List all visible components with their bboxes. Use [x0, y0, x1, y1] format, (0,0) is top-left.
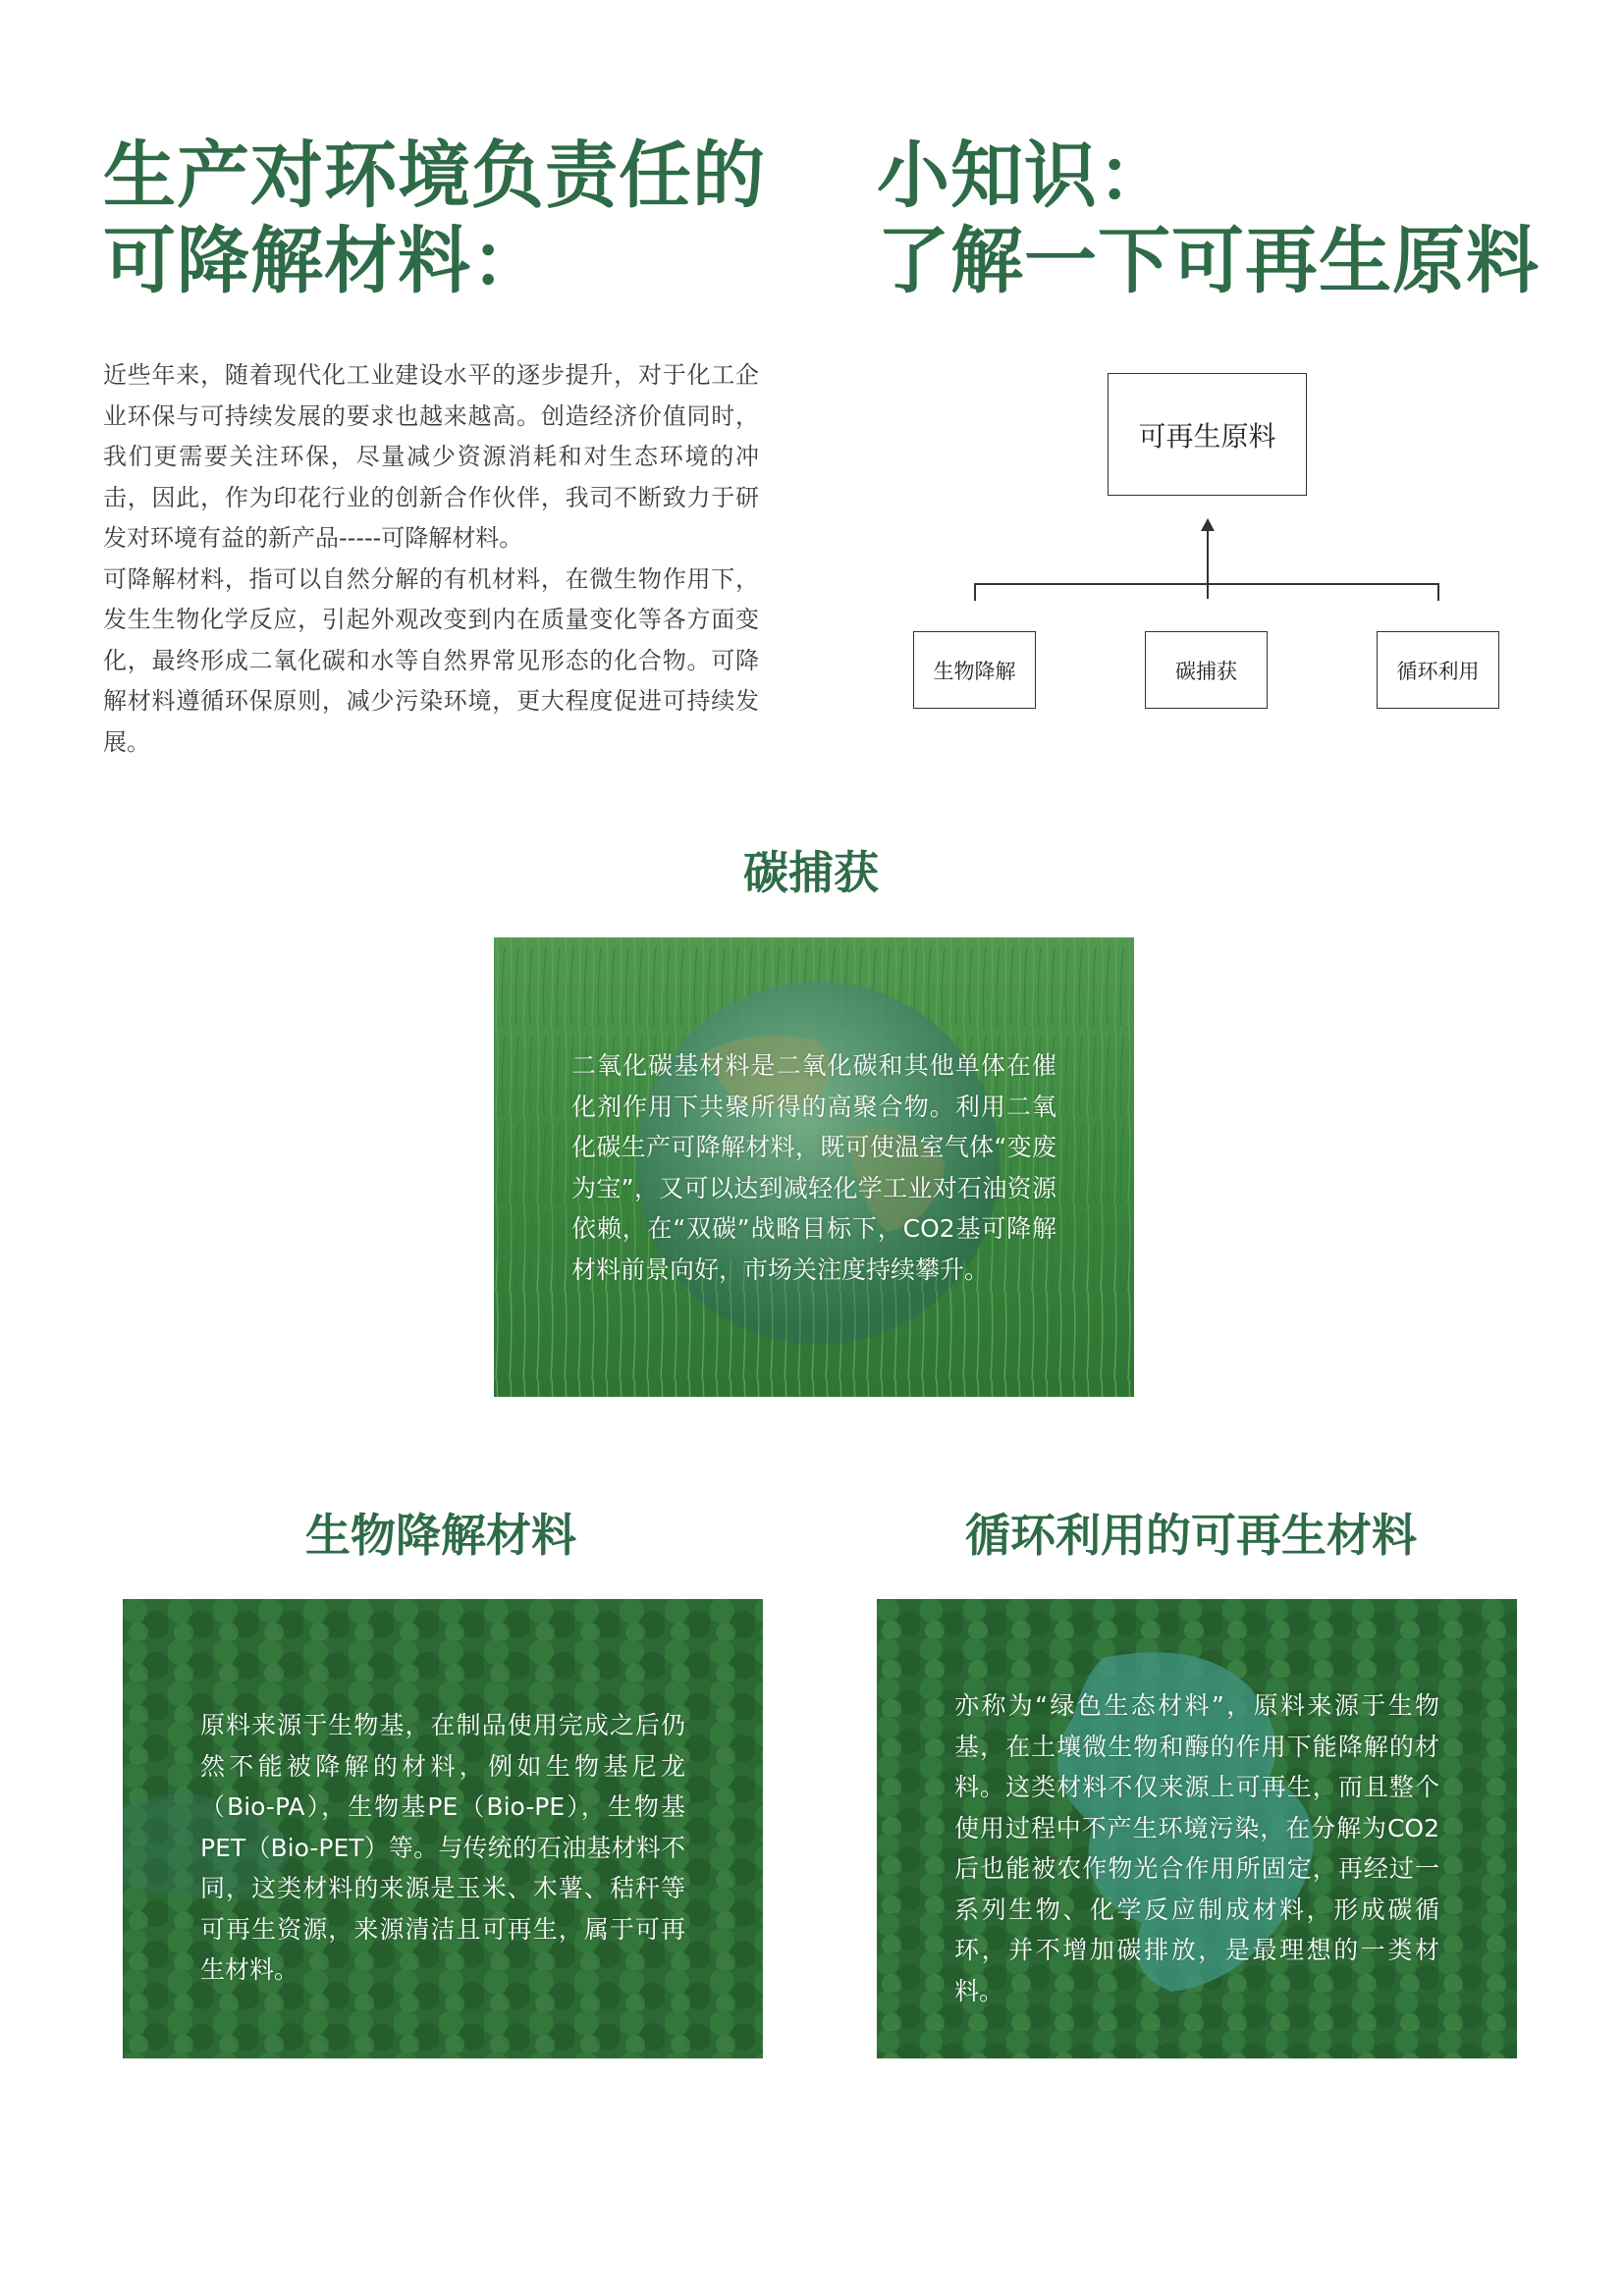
left-heading-line2: 可降解材料：	[103, 219, 545, 303]
diagram-connector-right	[1437, 583, 1439, 601]
biodegradable-title: 生物降解材料	[305, 1509, 576, 1562]
carbon-capture-card	[494, 937, 1134, 1397]
carbon-capture-title: 碳捕获	[743, 846, 879, 899]
biodegradable-text: 原料来源于生物基，在制品使用完成之后仍然不能被降解的材料，例如生物基尼龙（Bio-PA），生物基PE（Bio-PE），生物基PET（Bio-PET）等。与传统的石油基材料不同，这类材料的来源是玉米、木薯、秸秆等可再生资源，来源清洁且可再生，属于可再生材料。	[200, 1711, 685, 1984]
diagram-child-label: 循环利用	[1396, 659, 1480, 683]
diagram-connector-left	[974, 583, 976, 601]
diagram-child-recycling	[1377, 631, 1499, 709]
arrow-up-icon	[1200, 518, 1216, 532]
intro-paragraph-1: 近些年来，随着现代化工业建设水平的逐步提升，对于化工企业环保与可持续发展的要求也越来越高。创造经济价值同时，我们更需要关注环保，尽量减少资源消耗和对生态环境的冲击，因此，作为印花行业的创新合作伙伴，我司不断致力于研发对环境有益的新产品-----可降解材料。	[103, 361, 759, 552]
intro-paragraph-2: 可降解材料，指可以自然分解的有机材料，在微生物作用下，发生生物化学反应，引起外观改变到内在质量变化等各方面变化，最终形成二氧化碳和水等自然界常见形态的化合物。可降解材料遵循环保原则，减少污染环境，更大程度促进可持续发展。	[103, 564, 759, 756]
recycling-text: 亦称为“绿色生态材料”，原料来源于生物基，在土壤微生物和酶的作用下能降解的材料。这类材料不仅来源上可再生，而且整个使用过程中不产生环境污染，在分解为CO2后也能被农作物光合作用所固定，再经过一系列生物、化学反应制成材料，形成碳循环，并不增加碳排放，是最理想的一类材料。	[954, 1691, 1439, 2005]
diagram-root-box	[1108, 373, 1307, 496]
right-heading-line1: 小知识：	[877, 133, 1171, 218]
right-heading	[877, 133, 1540, 304]
diagram-arrow-shaft	[1207, 530, 1209, 599]
carbon-capture-text: 二氧化碳基材料是二氧化碳和其他单体在催化剂作用下共聚所得的高聚合物。利用二氧化碳生产可降解材料，既可使温室气体“变废为宝”，又可以达到减轻化学工业对石油资源依赖，在“双碳”战略目标下，CO2基可降解材料前景向好，市场关注度持续攀升。	[571, 1051, 1056, 1284]
recycling-title: 循环利用的可再生材料	[965, 1509, 1417, 1562]
diagram-child-label: 碳捕获	[1175, 659, 1237, 683]
biodegradable-card	[123, 1599, 763, 2058]
diagram-connector-horizontal	[974, 583, 1439, 585]
diagram-child-label: 生物降解	[933, 659, 1016, 683]
right-heading-line2: 了解一下可再生原料	[877, 219, 1540, 303]
recycling-card	[877, 1599, 1517, 2058]
left-heading-line1: 生产对环境负责任的	[103, 133, 766, 218]
diagram-child-carbon-capture	[1145, 631, 1268, 709]
diagram-child-biodegradation	[913, 631, 1036, 709]
intro-text	[103, 355, 759, 763]
diagram-root-label: 可再生原料	[1138, 419, 1276, 453]
left-heading	[103, 133, 766, 304]
